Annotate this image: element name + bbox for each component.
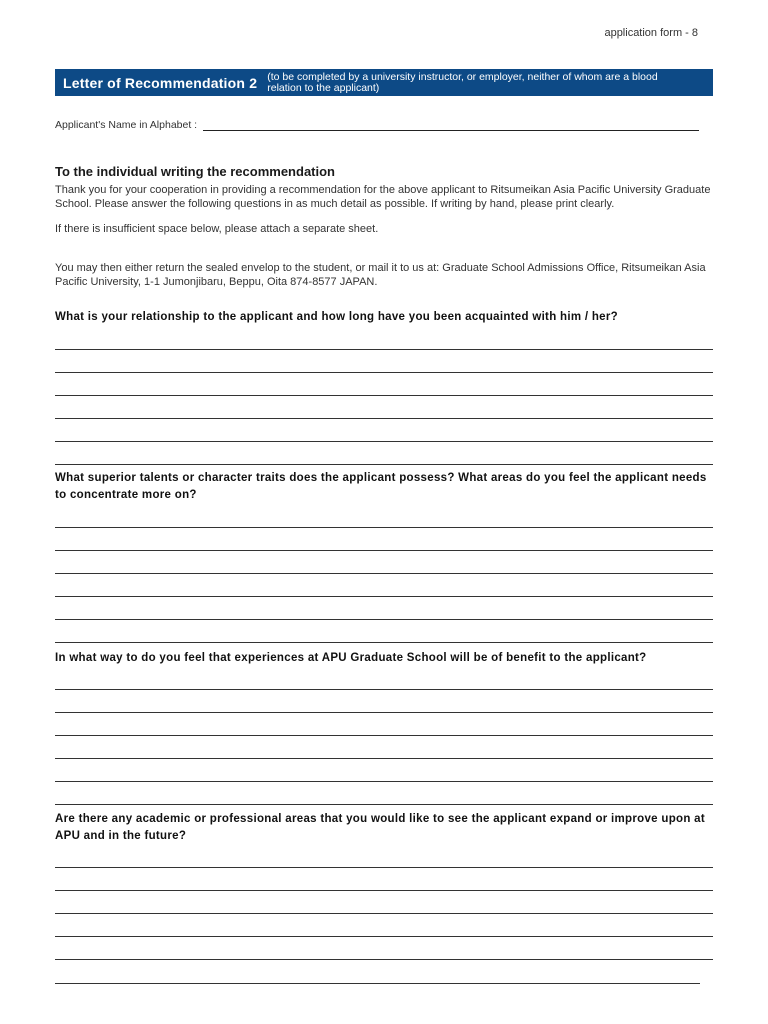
answer-line[interactable] xyxy=(55,619,713,620)
instructions-title: To the individual writing the recommendation xyxy=(55,164,335,179)
question-1: What is your relationship to the applicant and how long have you been acquainted with him / her? xyxy=(55,311,618,323)
answer-line[interactable] xyxy=(55,349,713,350)
answer-line[interactable] xyxy=(55,372,713,373)
answer-line[interactable] xyxy=(55,936,713,937)
instructions-paragraph-1: Thank you for your cooperation in providing a recommendation for the above applicant to Ritsumeikan Asia Pacific University Graduate School. Please answer the following questions in as much detail as possible. If writing by hand, please print clearly. xyxy=(55,184,711,210)
form-title: Letter of Recommendation 2 xyxy=(63,74,258,91)
answer-line[interactable] xyxy=(55,758,713,759)
answer-line[interactable] xyxy=(55,867,713,868)
question-4: Are there any academic or professional areas that you would like to see the applicant expand or improve upon at APU and in the future? xyxy=(55,813,705,842)
answer-line[interactable] xyxy=(55,712,713,713)
answer-line[interactable] xyxy=(55,890,713,891)
question-3: In what way to do you feel that experiences at APU Graduate School will be of benefit to the applicant? xyxy=(55,652,647,664)
answer-line[interactable] xyxy=(55,550,713,551)
instructions-paragraph-2: If there is insufficient space below, please attach a separate sheet. xyxy=(55,223,379,235)
answer-line[interactable] xyxy=(55,464,713,465)
applicant-name-field[interactable] xyxy=(203,117,699,131)
answer-line[interactable] xyxy=(55,959,713,960)
answer-line[interactable] xyxy=(55,527,713,528)
answer-line[interactable] xyxy=(55,689,713,690)
answer-line[interactable] xyxy=(55,418,713,419)
answer-line[interactable] xyxy=(55,913,713,914)
form-subtitle: (to be completed by a university instructor, or employer, neither of whom are a blood relation to the applicant) xyxy=(267,70,658,94)
form-header-bar xyxy=(55,69,713,96)
answer-line[interactable] xyxy=(55,441,713,442)
answer-line[interactable] xyxy=(55,596,713,597)
applicant-name-label: Applicant's Name in Alphabet : xyxy=(55,119,198,131)
answer-line[interactable] xyxy=(55,395,713,396)
page-number-label: application form - 8 xyxy=(604,27,698,39)
applicant-name-row xyxy=(55,117,699,131)
question-2: What superior talents or character traits does the applicant possess? What areas do you feel the applicant needs to concentrate more on? xyxy=(55,472,707,501)
answer-line[interactable] xyxy=(55,735,713,736)
answer-line[interactable] xyxy=(55,642,713,643)
instructions-paragraph-3: You may then either return the sealed envelop to the student, or mail it to us at: Graduate School Admissions Office, Ritsumeikan Asia Pacific University, 1-1 Jumonjibaru, Beppu, Oita 874-8577 JAPAN. xyxy=(55,262,706,288)
answer-line[interactable] xyxy=(55,804,713,805)
answer-line[interactable] xyxy=(55,983,700,984)
answer-line[interactable] xyxy=(55,573,713,574)
answer-line[interactable] xyxy=(55,781,713,782)
